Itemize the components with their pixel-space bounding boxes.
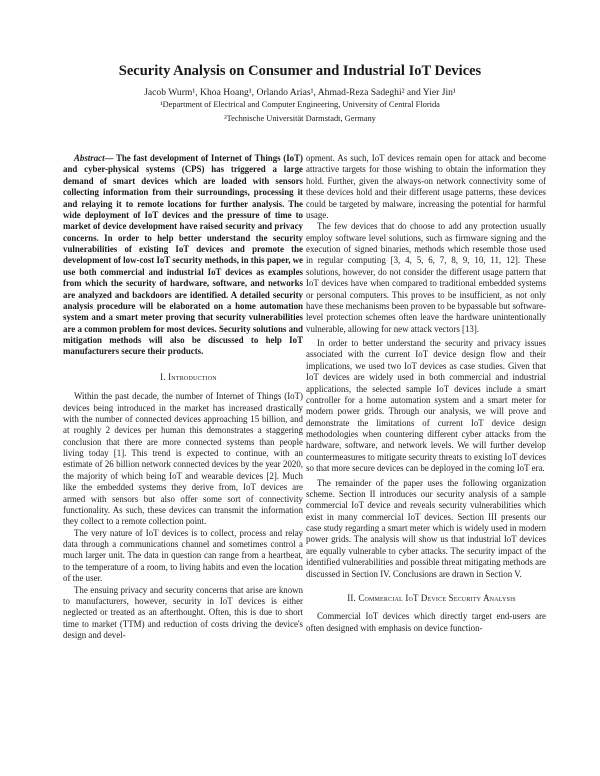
intro-paragraph-continued: opment. As such, IoT devices remain open for attack and become attractive targets for those wishing to obtain the information they hold. Further, given the always-on network connectivity some of these devices hold and their different usage patterns, these devices could be targeted by malware, increasing the potential for harmful usage. [306,153,546,220]
intro-paragraph-5: In order to better understand the security and privacy issues associated with the current IoT device design flow and their implications, we used two IoT devices as case studies. Given that IoT devices are widely used in both commercial and industrial applications, the selected sample IoT devices include a smart controller for a home automation system and a smart meter for modern power grids. Through our analysis, we will prove and demonstrate the limitations of current IoT device design methodologies when countering different cyber attacks from the hardware, software, and network levels. We will further develop countermeasures to mitigate security threats to existing IoT devices so that more secure devices can be deployed in the coming IoT era. [306,338,546,474]
section-heading-introduction: I. Introduction [160,371,217,382]
right-column [306,153,546,634]
left-column [63,153,303,641]
paper-title: Security Analysis on Consumer and Industrial IoT Devices [118,63,482,79]
abstract-label: Abstract [74,153,105,163]
intro-paragraph-3: The ensuing privacy and security concerns that arise are known to manufacturers, however, security in IoT devices is either neglected or treated as an afterthought. Often, this is due to short time to market (TTM) and reduction of costs driving the device's design and devel- [63,584,303,640]
abstract [63,153,303,358]
intro-paragraph-4: The few devices that do choose to add any protection usually employ software level solutions, such as firmware signing and the execution of signed binaries, methods which resemble those used in regular computing [3, 4, 5, 6, 7, 8, 9, 10, 11, 12]. These solutions, however, do not consider the different usage pattern that IoT devices have when compared to traditional embedded systems or personal computers. This proves to be insufficient, as not only have these mechanisms been proven to be bypassable but software-level protection schemes often leave the hardware unintentionally vulnerable, allowing for new attack vectors [13]. [306,221,546,334]
author-list: Jacob Wurm¹, Khoa Hoang¹, Orlando Arias¹, Ahmad-Reza Sadeghi² and Yier Jin¹ [144,87,456,98]
intro-paragraph-6: The remainder of the paper uses the following organization scheme. Section II introduces our security analysis of a sample commercial IoT device and reveals security vulnerabilities which exist in many commercial IoT devices. Section III presents our case study regarding a smart meter which is widely used in modern power grids. The analysis will show us that industrial IoT devices are equally vulnerable to cyber attacks. The security impact of the identified vulnerabilities and possible threat mitigating methods are discussed in Section IV. Conclusions are drawn in Section V. [306,477,546,579]
section-heading-commercial-iot: II. Commercial IoT Device Security Analysis [347,592,516,603]
intro-paragraph-2: The very nature of IoT devices is to collect, process and relay data through a communications channel and sometimes control a much larger unit. The data in question can range from a heartbeat, to the temperature of a room, to living habits and even the location of the user. [63,527,303,584]
affiliation-1: ¹Department of Electrical and Computer Engineering, University of Central Florida [160,100,440,109]
intro-paragraph-1: Within the past decade, the number of Internet of Things (IoT) devices being introduced in the market has increased drastically with the number of connected devices approaching 15 billion, and at roughly 2 devices per human this demonstrates a staggering conclusion that there are more connected systems than people living today [1]. This trend is expected to continue, with an estimate of 26 billion network connected devices by the year 2020, the majority of which being IoT and wearable devices [2]. Much like the embedded systems they derive from, IoT devices are armed with sensors but also offer some sort of connectivity functionality. As such, these devices can transmit the information they collect to a remote collection point. [63,391,303,527]
affiliation-2: ²Technische Universität Darmstadt, Germany [224,114,376,123]
section2-paragraph-1: Commercial IoT devices which directly target end-users are often designed with emphasis on device function- [306,611,546,633]
abstract-text: — The fast development of Internet of Things (IoT) and cyber-physical systems (CPS) has triggered a large demand of smart devices which are loaded with sensors collecting information from their surroundings, processing it and relaying it to remote locations for further analysis. The wide deployment of IoT devices and the pressure of time to market of device development have raised security and privacy concerns. In order to help better understand the security vulnerabilities of existing IoT devices and promote the development of low-cost IoT security methods, in this paper, we use both commercial and industrial IoT devices as examples from which the security of hardware, software, and networks are analyzed and backdoors are identified. A detailed security analysis procedure will be elaborated on a home automation system and a smart meter proving that security vulnerabilities are a common problem for most devices. Security solutions and mitigation methods will also be discussed to help IoT manufacturers secure their products. [63,153,303,357]
